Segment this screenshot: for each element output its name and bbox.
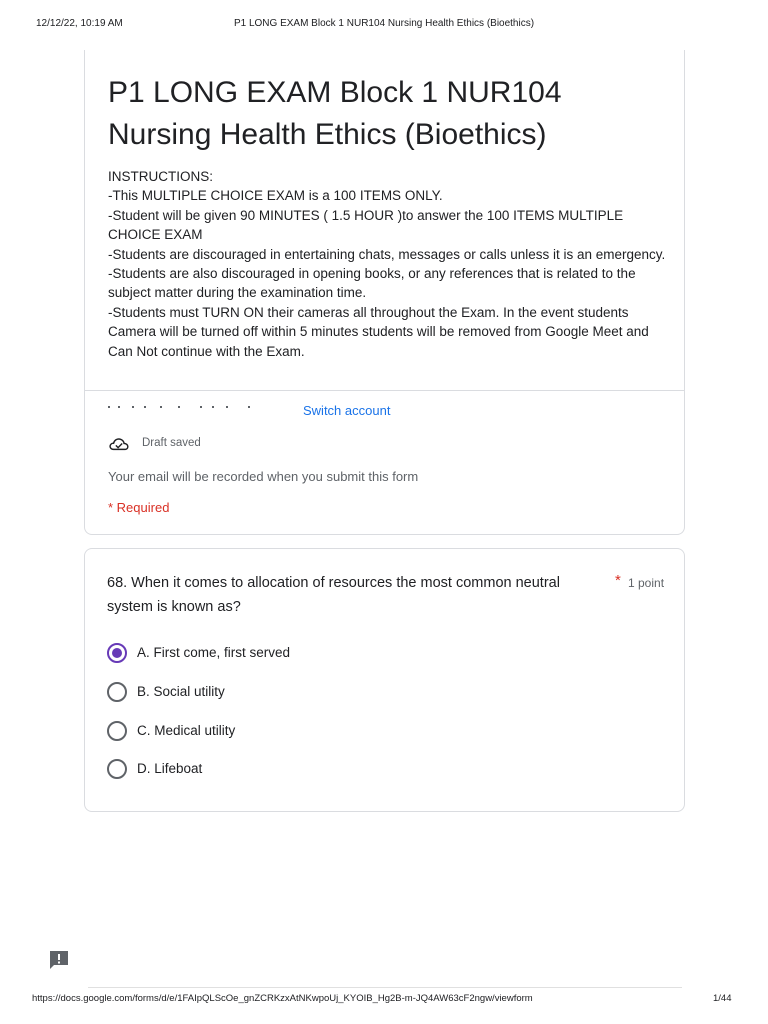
- required-asterisk: *: [615, 572, 621, 589]
- radio-option-a[interactable]: [107, 643, 507, 665]
- header-divider: [85, 390, 684, 391]
- radio-option-b[interactable]: [107, 682, 507, 704]
- question-title: 68. When it comes to allocation of resources the most common neutral system is known as?: [107, 575, 560, 615]
- print-datetime: 12/12/22, 10:19 AM: [36, 18, 123, 29]
- question-points: 1 point: [628, 576, 665, 590]
- form-description: [108, 167, 668, 361]
- instruction-line: -Student will be given 90 MINUTES ( 1.5 HOUR )to answer the 100 ITEMS MULTIPLE CHOICE EXAM: [108, 207, 624, 243]
- instruction-line: -Students are also discouraged in opening books, or any references that is related to the subject matter during the examination time.: [108, 266, 636, 301]
- email-recorded-note: Your email will be recorded when you submit this form: [108, 469, 419, 484]
- instruction-line: -Students are discouraged in entertaining chats, messages or calls unless it is an emergency.: [108, 246, 666, 262]
- print-page-number: 1/44: [713, 993, 732, 1004]
- option-label: D. Lifeboat: [137, 761, 203, 776]
- instruction-line: -Students must TURN ON their cameras all throughout the Exam. In the event students Camera will be turned off within 5 minutes students will be removed from Google Meet and Can Not continue with the Exam.: [108, 304, 649, 359]
- draft-saved-label: Draft saved: [142, 437, 201, 449]
- footer-divider: [88, 987, 682, 988]
- report-problem-icon[interactable]: [48, 949, 70, 971]
- required-note: * Required: [108, 500, 170, 515]
- radio-option-d[interactable]: [107, 759, 507, 781]
- account-email-clipped: [108, 402, 293, 408]
- radio-button-selected[interactable]: [107, 643, 127, 663]
- radio-button[interactable]: [107, 721, 127, 741]
- option-label: B. Social utility: [137, 684, 225, 699]
- question-card: [84, 548, 685, 812]
- radio-button[interactable]: [107, 759, 127, 779]
- cloud-check-icon: [108, 435, 130, 453]
- print-url: https://docs.google.com/forms/d/e/1FAIpQLScOe_gnZCRKzxAtNKwpoUj_KYOIB_Hg2B-m-JQ4AW63cF2ngw/viewform: [32, 993, 533, 1004]
- switch-account-link[interactable]: Switch account: [303, 403, 391, 418]
- radio-option-c[interactable]: [107, 721, 507, 743]
- radio-button[interactable]: [107, 682, 127, 702]
- clipped-text-marks: [108, 403, 293, 408]
- account-row: [108, 402, 668, 420]
- option-label: A. First come, first served: [137, 645, 291, 660]
- print-page-title: P1 LONG EXAM Block 1 NUR104 Nursing Health Ethics (Bioethics): [233, 18, 535, 29]
- form-header-card: [84, 50, 685, 535]
- print-header: [0, 18, 768, 32]
- form-title: P1 LONG EXAM Block 1 NUR104 Nursing Health Ethics (Bioethics): [108, 76, 562, 151]
- instruction-line: -This MULTIPLE CHOICE EXAM is a 100 ITEMS ONLY.: [108, 188, 443, 204]
- instruction-line: INSTRUCTIONS:: [108, 169, 214, 184]
- option-label: C. Medical utility: [137, 723, 236, 738]
